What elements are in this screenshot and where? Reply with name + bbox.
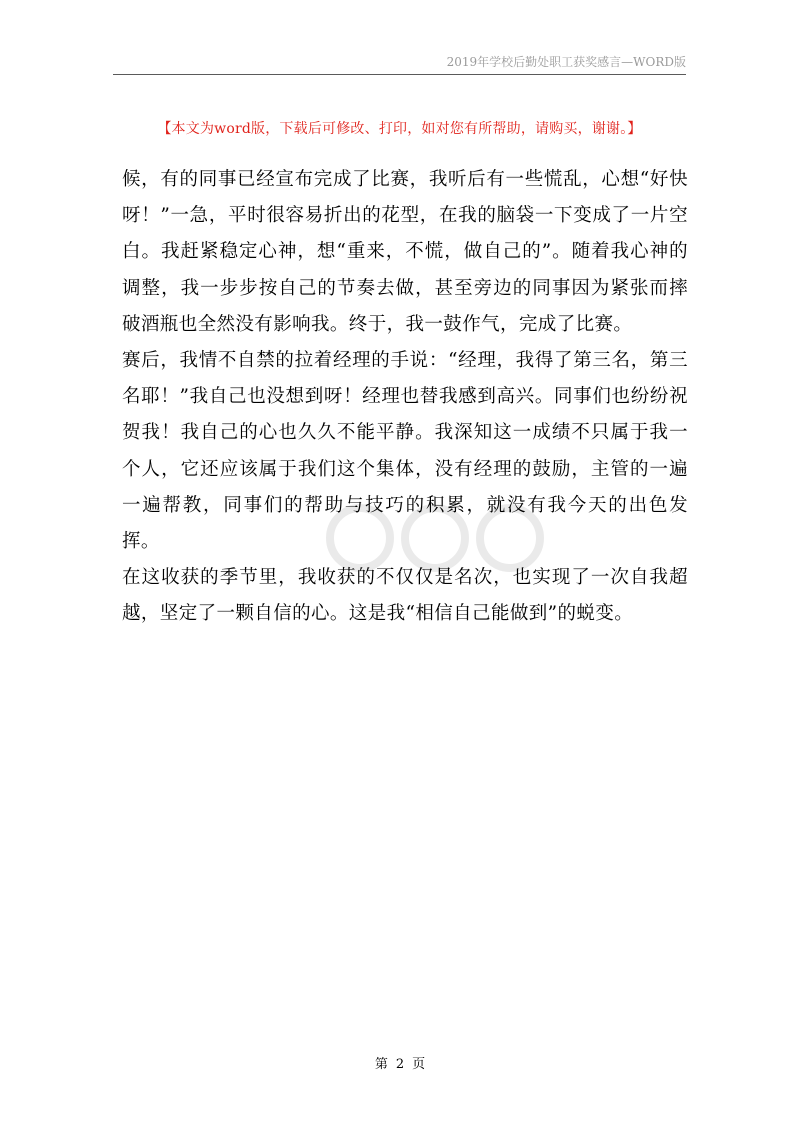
page-footer	[0, 1056, 800, 1074]
page-number: 2	[395, 1057, 405, 1072]
document-body	[122, 162, 688, 633]
paragraph-2: 赛后，我情不自禁的拉着经理的手说：“经理，我得了第三名，第三名耶！”我自己也没想到呀！经理也替我感到高兴。同事们也纷纷祝贺我！我自己的心也久久不能平静。我深知这一成绩不只属于我一个人，它还应该属于我们这个集体，没有经理的鼓励，主管的一遍一遍帮教，同事们的帮助与技巧的积累，就没有我今天的出色发挥。	[122, 350, 688, 553]
document-header-title: 2019年学校后勤处职工获奖感言—WORD版	[446, 55, 686, 69]
paragraph-1: 候，有的同事已经宣布完成了比赛，我听后有一些慌乱，心想“好快呀！”一急，平时很容易折出的花型，在我的脑袋一下变成了一片空白。我赶紧稳定心神，想“重来，不慌，做自己的”。随着我心神的调整，我一步步按自己的节奏去做，甚至旁边的同事因为紧张而摔破酒瓶也全然没有影响我。终于，我一鼓作气，完成了比赛。	[122, 169, 688, 335]
download-notice: 【本文为word版，下载后可修改、打印，如对您有所帮助，请购买，谢谢。】	[157, 121, 642, 137]
header-rule	[113, 74, 686, 75]
page-label-prefix: 第	[374, 1057, 388, 1072]
paragraph-3: 在这收获的季节里，我收获的不仅仅是名次，也实现了一次自我超越，坚定了一颗自信的心。这是我“相信自己能做到”的蜕变。	[122, 567, 688, 625]
page-label-suffix: 页	[412, 1057, 426, 1072]
